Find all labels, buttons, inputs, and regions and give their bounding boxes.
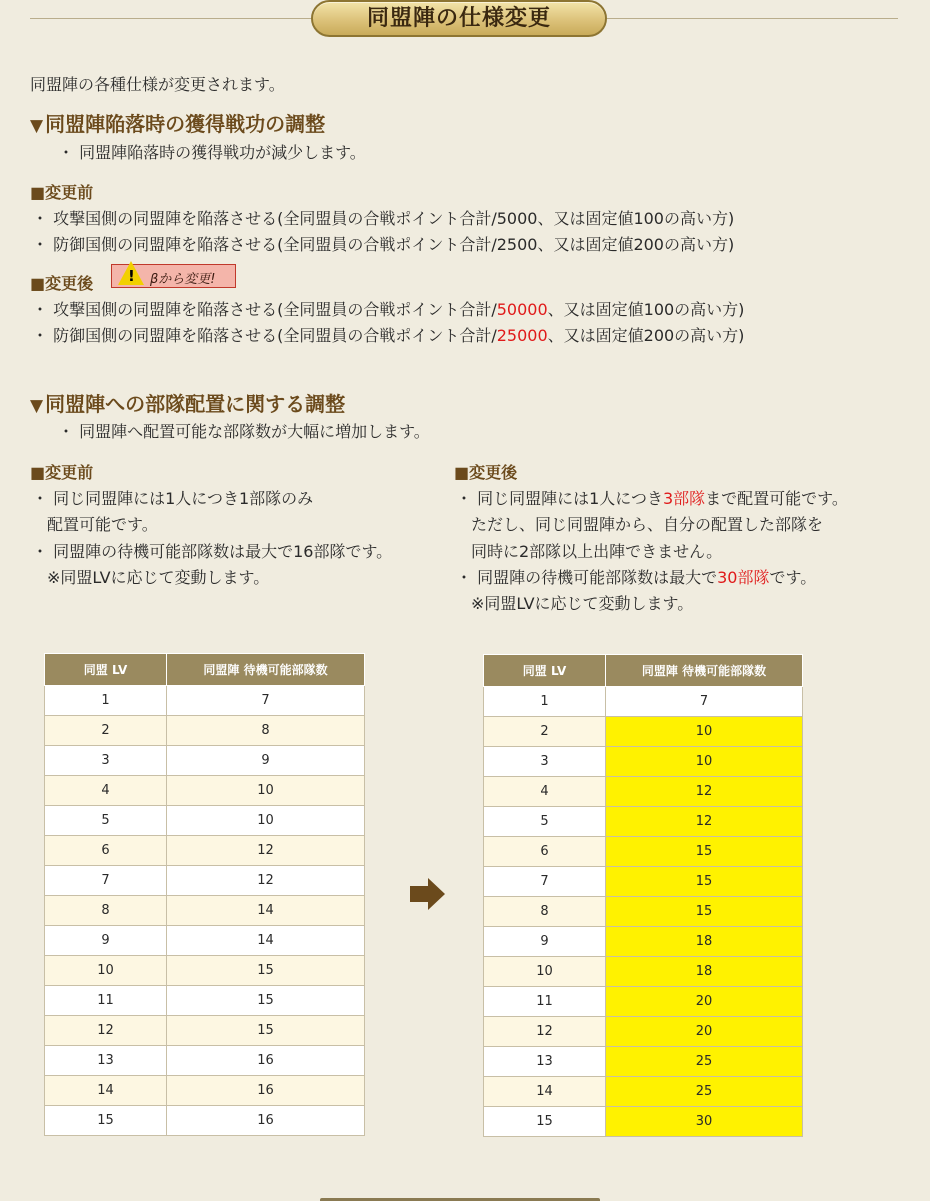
cell-lv: 5 (45, 806, 167, 836)
cell-lv: 6 (484, 837, 606, 867)
section2-before-label: ■変更前 (30, 463, 94, 482)
cell-count: 8 (167, 716, 365, 746)
after-line-highlight: 3部隊 (662, 489, 706, 508)
table-row (484, 777, 803, 807)
col-header-count: 同盟陣 待機可能部隊数 (606, 655, 803, 687)
table-row (45, 806, 365, 836)
table-row (45, 1046, 365, 1076)
table-row (484, 1077, 803, 1107)
cell-count: 16 (167, 1076, 365, 1106)
cell-count: 7 (167, 686, 365, 716)
section2-heading-text: 同盟陣への部隊配置に関する調整 (45, 392, 346, 416)
cell-count: 18 (606, 927, 803, 957)
table-row (484, 1107, 803, 1137)
cell-lv: 6 (45, 836, 167, 866)
cell-lv: 5 (484, 807, 606, 837)
cell-count: 10 (167, 806, 365, 836)
table-row (484, 987, 803, 1017)
section1-before-label: ■変更前 (30, 183, 94, 202)
section2-after-line: ※同盟LVに応じて変動します。 (471, 594, 694, 613)
cell-count: 15 (167, 1016, 365, 1046)
col-header-lv: 同盟 LV (45, 654, 167, 686)
section1-heading-text: 同盟陣陥落時の獲得戦功の調整 (45, 112, 326, 136)
cell-count: 10 (606, 747, 803, 777)
table-header-row (45, 654, 365, 686)
after-item-text: 、又は固定値100の高い方) (547, 300, 745, 319)
cell-count: 30 (606, 1107, 803, 1137)
cell-lv: 4 (45, 776, 167, 806)
after-item-text: 、又は固定値200の高い方) (547, 326, 745, 345)
section1-before-item: ・ 防御国側の同盟陣を陥落させる(全同盟員の合戦ポイント合計/2500、又は固定値200の高い方) (32, 235, 735, 254)
cell-lv: 7 (484, 867, 606, 897)
cell-count: 16 (167, 1046, 365, 1076)
beta-change-badge (111, 264, 236, 288)
table-row (45, 926, 365, 956)
cell-count: 12 (606, 777, 803, 807)
intro-text: 同盟陣の各種仕様が変更されます。 (30, 75, 285, 94)
cell-count: 25 (606, 1077, 803, 1107)
cell-count: 16 (167, 1106, 365, 1136)
cell-lv: 7 (45, 866, 167, 896)
cell-count: 10 (606, 717, 803, 747)
cell-count: 25 (606, 1047, 803, 1077)
section2-after-line (456, 486, 848, 509)
cell-lv: 10 (484, 957, 606, 987)
cell-count: 12 (606, 807, 803, 837)
table-row (45, 1106, 365, 1136)
table-row (45, 866, 365, 896)
table-before (44, 653, 365, 1136)
table-row (484, 867, 803, 897)
cell-lv: 2 (45, 716, 167, 746)
cell-lv: 12 (45, 1016, 167, 1046)
cell-count: 12 (167, 866, 365, 896)
right-arrow-icon (410, 876, 446, 912)
table-row (45, 1076, 365, 1106)
cell-count: 15 (606, 867, 803, 897)
table-row (484, 687, 803, 717)
after-item-highlight: 50000 (496, 300, 548, 319)
table-row (45, 896, 365, 926)
section2-summary: ・ 同盟陣へ配置可能な部隊数が大幅に増加します。 (58, 422, 430, 441)
cell-count: 12 (167, 836, 365, 866)
triangle-down-icon: ▼ (30, 116, 44, 136)
after-line-text: ・ 同盟陣の待機可能部隊数は最大で (456, 568, 718, 587)
section1-before-item: ・ 攻撃国側の同盟陣を陥落させる(全同盟員の合戦ポイント合計/5000、又は固定値100の高い方) (32, 209, 735, 228)
table-row (484, 747, 803, 777)
cell-lv: 1 (45, 686, 167, 716)
triangle-down-icon: ▼ (30, 396, 44, 416)
table-row (45, 986, 365, 1016)
table-row (484, 927, 803, 957)
section2-heading (30, 388, 345, 417)
section2-before-line: 配置可能です。 (47, 515, 158, 534)
section2-before-line: ※同盟LVに応じて変動します。 (47, 568, 270, 587)
section1-after-item (32, 297, 744, 320)
cell-lv: 8 (484, 897, 606, 927)
cell-count: 15 (606, 897, 803, 927)
section1-heading (30, 108, 325, 137)
section2-before-line: ・ 同盟陣の待機可能部隊数は最大で16部隊です。 (32, 542, 393, 561)
col-header-lv: 同盟 LV (484, 655, 606, 687)
cell-lv: 10 (45, 956, 167, 986)
table-row (45, 956, 365, 986)
table-row (484, 957, 803, 987)
table-row (484, 837, 803, 867)
cell-count: 10 (167, 776, 365, 806)
page-title: 同盟陣の仕様変更 (311, 0, 607, 37)
after-line-text: まで配置可能です。 (705, 489, 848, 508)
section1-after-label: ■変更後 (30, 274, 94, 293)
cell-lv: 12 (484, 1017, 606, 1047)
section2-after-line: 同時に2部隊以上出陣できません。 (471, 542, 723, 561)
section1-summary: ・ 同盟陣陥落時の獲得戦功が減少します。 (58, 143, 366, 162)
table-row (484, 807, 803, 837)
table-row (45, 836, 365, 866)
cell-lv: 3 (45, 746, 167, 776)
cell-lv: 4 (484, 777, 606, 807)
beta-badge-text: βから変更! (150, 272, 216, 287)
table-row (45, 716, 365, 746)
after-line-text: です。 (769, 568, 817, 587)
section2-after-line (456, 565, 816, 588)
cell-lv: 15 (45, 1106, 167, 1136)
table-row (484, 717, 803, 747)
table-row (45, 1016, 365, 1046)
cell-lv: 8 (45, 896, 167, 926)
section2-before-line: ・ 同じ同盟陣には1人につき1部隊のみ (32, 489, 314, 508)
table-header-row (484, 655, 803, 687)
cell-lv: 9 (484, 927, 606, 957)
after-item-highlight: 25000 (496, 326, 548, 345)
cell-count: 20 (606, 1017, 803, 1047)
section1-after-item (32, 323, 744, 346)
table-after (483, 654, 803, 1137)
header-rule-right (607, 18, 898, 19)
cell-lv: 14 (45, 1076, 167, 1106)
table-row (484, 897, 803, 927)
cell-count: 15 (606, 837, 803, 867)
cell-count: 15 (167, 986, 365, 1016)
cell-lv: 13 (484, 1047, 606, 1077)
cell-lv: 1 (484, 687, 606, 717)
cell-lv: 11 (484, 987, 606, 1017)
section2-after-label: ■変更後 (454, 463, 518, 482)
cell-count: 9 (167, 746, 365, 776)
cell-count: 7 (606, 687, 803, 717)
header-rule-left (30, 18, 312, 19)
cell-count: 15 (167, 956, 365, 986)
after-item-text: ・ 攻撃国側の同盟陣を陥落させる(全同盟員の合戦ポイント合計/ (32, 300, 497, 319)
table-row (45, 746, 365, 776)
cell-lv: 2 (484, 717, 606, 747)
col-header-count: 同盟陣 待機可能部隊数 (167, 654, 365, 686)
cell-lv: 3 (484, 747, 606, 777)
warning-mark: ! (128, 267, 135, 285)
cell-count: 14 (167, 926, 365, 956)
table-row (484, 1017, 803, 1047)
cell-count: 14 (167, 896, 365, 926)
cell-count: 18 (606, 957, 803, 987)
table-row (45, 776, 365, 806)
after-item-text: ・ 防御国側の同盟陣を陥落させる(全同盟員の合戦ポイント合計/ (32, 326, 497, 345)
section2-after-line: ただし、同じ同盟陣から、自分の配置した部隊を (471, 515, 824, 534)
cell-lv: 13 (45, 1046, 167, 1076)
cell-lv: 15 (484, 1107, 606, 1137)
cell-count: 20 (606, 987, 803, 1017)
after-line-text: ・ 同じ同盟陣には1人につき (456, 489, 663, 508)
after-line-highlight: 30部隊 (717, 568, 770, 587)
table-row (484, 1047, 803, 1077)
cell-lv: 11 (45, 986, 167, 1016)
table-row (45, 686, 365, 716)
cell-lv: 9 (45, 926, 167, 956)
cell-lv: 14 (484, 1077, 606, 1107)
